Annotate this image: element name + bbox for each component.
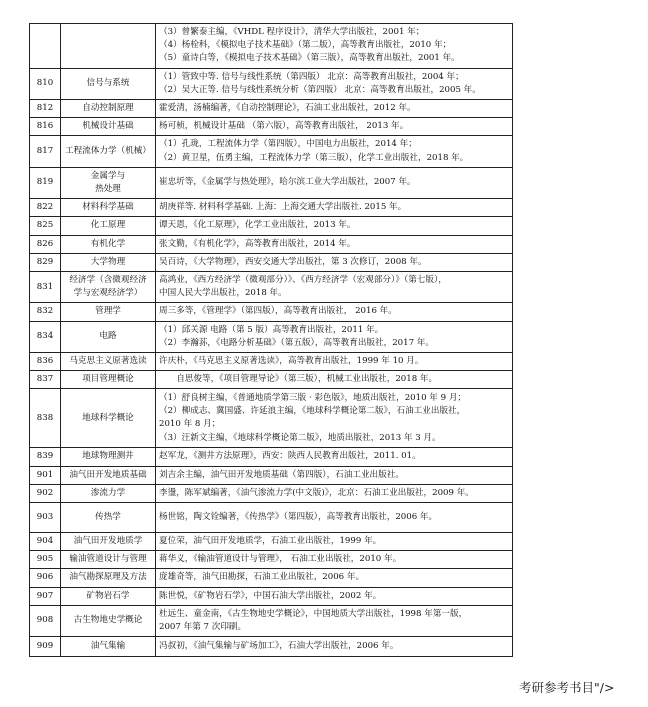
subject-code-cell: 837 — [30, 371, 61, 389]
course-name-cell — [61, 321, 156, 352]
reference-book-line: 夏位荣，油气田开发地质学，石油工业出版社，1999 年。 — [159, 536, 382, 547]
subject-code-cell: 905 — [30, 551, 61, 569]
subject-code-cell: 829 — [30, 253, 61, 271]
reference-book-line: （1）舒良树主编，《普通地质学第三版 · 彩色版》，地质出版社，2010 年 9 月； — [159, 393, 467, 404]
course-name-cell — [61, 24, 156, 69]
course-name-cell — [61, 448, 156, 466]
reference-books-cell — [156, 484, 513, 502]
course-name-line: 油气田开发地质基础 — [69, 469, 147, 480]
reference-book-line: 蒋华义，《输油管道设计与管理》， 石油工业出版社，2010 年。 — [159, 554, 402, 565]
reference-books-cell — [156, 136, 513, 167]
reference-book-line: （5）童诗白等，《模拟电子技术基础》（第三版），高等教育出版社，2001 年。 — [159, 53, 460, 64]
reference-books-cell — [156, 253, 513, 271]
course-name-cell — [61, 569, 156, 587]
table-row — [30, 217, 513, 235]
reference-books-cell — [156, 199, 513, 217]
reference-books-cell — [156, 605, 513, 636]
table-row — [30, 321, 513, 352]
table-row — [30, 199, 513, 217]
subject-code-cell: 906 — [30, 569, 61, 587]
table-row — [30, 448, 513, 466]
subject-code-cell — [30, 24, 61, 69]
reference-books-cell — [156, 353, 513, 371]
reference-books-cell — [156, 68, 513, 99]
table-row — [30, 389, 513, 448]
reference-books-cell — [156, 321, 513, 352]
reference-book-line: 崔忠圻等，《金属学与热处理》，哈尔滨工业大学出版社，2007 年。 — [159, 177, 416, 188]
table-row — [30, 503, 513, 533]
reference-book-line: （4）杨栓科，《模拟电子技术基础》（第二版），高等教育出版社，2010 年； — [159, 40, 452, 51]
table-row — [30, 353, 513, 371]
subject-code-cell: 908 — [30, 605, 61, 636]
table-row — [30, 371, 513, 389]
course-name-line: 学与宏观经济学） — [73, 288, 143, 299]
course-name-line: 地球科学概论 — [82, 412, 134, 423]
course-name-cell — [61, 587, 156, 605]
course-name-cell — [61, 605, 156, 636]
reference-books-cell — [156, 371, 513, 389]
course-name-cell — [61, 466, 156, 484]
course-name-line: 油气集输 — [90, 641, 126, 652]
course-name-line: 输油管道设计与管理 — [69, 554, 147, 565]
table-row — [30, 235, 513, 253]
course-name-cell — [61, 303, 156, 321]
reference-book-line: （2）黄卫星，伍勇主编，工程流体力学（第三版），化学工业出版社，2018 年。 — [159, 152, 469, 163]
course-name-line: 管理学 — [95, 306, 121, 317]
reference-book-line: （1）邱关源 电路（第 5 版）高等教育出版社，2011 年。 — [159, 324, 384, 335]
course-name-line: 金属学与 — [90, 170, 126, 181]
reference-books-cell — [156, 272, 513, 303]
subject-code-cell: 834 — [30, 321, 61, 352]
subject-code-cell: 901 — [30, 466, 61, 484]
reference-book-line: 许庆朴，《马克思主义原著选读》，高等教育出版社，1999 年 10 月。 — [159, 356, 424, 367]
reference-book-line: 2010 年 8 月； — [159, 419, 221, 430]
subject-code-cell: 904 — [30, 533, 61, 551]
reference-book-line: 谭天恩，《化工原理》，化学工业出版社，2013 年。 — [159, 220, 356, 231]
course-name-line: 信号与系统 — [86, 78, 130, 89]
course-name-line: 古生物地史学概论 — [73, 615, 143, 626]
reference-books-cell — [156, 448, 513, 466]
course-name-line: 化工原理 — [90, 220, 126, 231]
reference-books-cell — [156, 466, 513, 484]
reference-book-line: 庞雄奇等，油气田勘探，石油工业出版社，2006 年。 — [159, 572, 365, 583]
course-name-line: 机械设计基础 — [82, 121, 134, 132]
table-row — [30, 100, 513, 118]
reference-book-line: 陈世悦，《矿物岩石学》，中国石油大学出版社，2002 年。 — [159, 590, 382, 601]
table-row — [30, 533, 513, 551]
course-name-line: 矿物岩石学 — [86, 590, 130, 601]
reference-books-cell — [156, 235, 513, 253]
reference-book-line: 刘吉余主编，油气田开发地质基础（第四版），石油工业出版社。 — [159, 469, 404, 480]
table-row — [30, 587, 513, 605]
course-name-cell — [61, 217, 156, 235]
subject-code-cell: 831 — [30, 272, 61, 303]
reference-book-line: 周三多等，《管理学》（第四版），高等教育出版社， 2016 年。 — [159, 306, 397, 317]
table-row — [30, 551, 513, 569]
reference-book-line: （3）汪新文主编，《地球科学概论第二版》，地质出版社，2013 年 3 月。 — [159, 432, 441, 443]
reference-books-cell — [156, 118, 513, 136]
reference-book-line: 杨可桢，机械设计基础 （第六版），高等教育出版社， 2013 年。 — [159, 121, 409, 132]
course-name-cell — [61, 503, 156, 533]
table-row — [30, 24, 513, 69]
course-name-line: 渗流力学 — [90, 487, 126, 498]
reference-book-line: 自思俊等，《项目管理导论》（第三版），机械工业出版社，2018 年。 — [159, 374, 438, 385]
course-name-cell — [61, 551, 156, 569]
course-name-line: 有机化学 — [90, 238, 126, 249]
course-name-line: 传热学 — [95, 511, 121, 522]
course-name-cell — [61, 136, 156, 167]
subject-code-cell: 812 — [30, 100, 61, 118]
subject-code-cell: 903 — [30, 503, 61, 533]
subject-code-cell: 825 — [30, 217, 61, 235]
table-row — [30, 253, 513, 271]
course-name-line: 油气勘探原理及方法 — [69, 572, 147, 583]
table-row — [30, 68, 513, 99]
reference-book-line: （3）曾繁泰主编，《VHDL 程序设计》，清华大学出版社，2001 年； — [159, 27, 425, 37]
subject-code-cell: 909 — [30, 637, 61, 657]
subject-code-cell: 822 — [30, 199, 61, 217]
reference-books-cell — [156, 503, 513, 533]
course-name-cell — [61, 100, 156, 118]
reference-book-line: 高鸿业，《西方经济学（微观部分）》、《西方经济学（宏观部分）》（第七版）， — [159, 275, 447, 286]
subject-code-cell: 816 — [30, 118, 61, 136]
reference-books-cell — [156, 389, 513, 448]
course-name-cell — [61, 272, 156, 303]
reference-books-cell — [156, 569, 513, 587]
reference-books-cell — [156, 217, 513, 235]
reference-books-cell — [156, 637, 513, 657]
reference-book-line: 杨世铭，陶文铨编著，《传热学》（第四版），高等教育出版社，2006 年。 — [159, 511, 438, 522]
reference-book-line: 冯叔初，《油气集输与矿场加工》，石油大学出版社，2006 年。 — [159, 641, 399, 652]
reference-book-line: 杜远生、童金南，《古生物地史学概论》，中国地质大学出版社，1998 年第一版， — [159, 608, 468, 619]
reference-book-line: 2007 年第 7 次印刷。 — [159, 622, 247, 633]
reference-book-line: 吴百诗，《大学物理》，西安交通大学出版社，第 3 次修订，2008 年。 — [159, 256, 427, 267]
course-name-cell — [61, 167, 156, 198]
table-row — [30, 136, 513, 167]
subject-code-cell: 907 — [30, 587, 61, 605]
subject-code-cell: 810 — [30, 68, 61, 99]
table-row — [30, 569, 513, 587]
reference-books-cell — [156, 167, 513, 198]
table-row — [30, 466, 513, 484]
subject-code-cell: 826 — [30, 235, 61, 253]
table-row — [30, 484, 513, 502]
course-name-line: 电路 — [99, 331, 117, 342]
course-name-line: 马克思主义原著选读 — [69, 356, 147, 367]
table-row — [30, 303, 513, 321]
reference-book-line: （2）吴大正等. 信号与线性系统分析（第四版） 北京：高等教育出版社，2005 年。 — [159, 84, 481, 95]
subject-code-cell: 839 — [30, 448, 61, 466]
course-name-cell — [61, 533, 156, 551]
subject-code-cell: 817 — [30, 136, 61, 167]
course-name-cell — [61, 389, 156, 448]
course-name-line: 工程流体力学（机械） — [65, 146, 151, 157]
course-name-cell — [61, 118, 156, 136]
reference-books-cell — [156, 551, 513, 569]
reference-book-line: 李璗，陈军斌编著，《油气渗流力学(中文版)》，北京：石油工业出版社，2009 年。 — [159, 487, 474, 498]
table-row — [30, 167, 513, 198]
reference-book-line: 张文勤，《有机化学》，高等教育出版社，2014 年。 — [159, 238, 356, 249]
reference-book-line: 霍爱清，汤楠编著，《自动控制理论》，石油工业出版社，2012 年。 — [159, 103, 416, 114]
course-name-cell — [61, 637, 156, 657]
reference-books-cell — [156, 100, 513, 118]
subject-code-cell: 838 — [30, 389, 61, 448]
course-name-cell — [61, 484, 156, 502]
reference-books-cell — [156, 587, 513, 605]
reference-books-cell — [156, 303, 513, 321]
course-name-cell — [61, 253, 156, 271]
reference-book-line: （2）柳成志、冀国盛、许延浪主编，《地球科学概论第二版》，石油工业出版社， — [159, 406, 466, 417]
course-name-line: 油气田开发地质学 — [73, 536, 143, 547]
course-name-cell — [61, 353, 156, 371]
course-name-line: 经济学（含微观经济 — [69, 275, 147, 286]
subject-code-cell: 819 — [30, 167, 61, 198]
subject-code-cell: 836 — [30, 353, 61, 371]
course-name-line: 材料科学基础 — [82, 202, 134, 213]
table-body — [30, 24, 513, 657]
course-name-cell — [61, 68, 156, 99]
course-name-line: 热处理 — [95, 184, 121, 195]
reference-book-line: （1）管致中等. 信号与线性系统（第四版） 北京：高等教育出版社，2004 年； — [159, 71, 464, 82]
course-name-cell — [61, 235, 156, 253]
reference-book-line: 赵军龙，《测井方法原理》，西安：陕西人民教育出版社，2011. 01。 — [159, 451, 421, 462]
table-row — [30, 605, 513, 636]
reference-book-line: （1）孔珑，工程流体力学（第四版），中国电力出版社，2014 年； — [159, 139, 417, 150]
reference-books-cell — [156, 533, 513, 551]
subject-code-cell: 832 — [30, 303, 61, 321]
reference-book-table — [29, 23, 513, 657]
table-row — [30, 118, 513, 136]
course-name-line: 项目管理概论 — [82, 374, 134, 385]
table-row — [30, 272, 513, 303]
reference-book-line: （2）李瀚荪，《电路分析基础》（第五版），高等教育出版社，2017 年。 — [159, 337, 434, 348]
subject-code-cell: 902 — [30, 484, 61, 502]
table-row — [30, 637, 513, 657]
reference-book-line: 胡庚祥等. 材料科学基础. 上海：上海交通大学出版社. 2015 年。 — [159, 202, 407, 213]
course-name-cell — [61, 371, 156, 389]
course-name-line: 地球物理测井 — [82, 451, 134, 462]
course-name-line: 大学物理 — [90, 256, 126, 267]
footer-caption: 考研参考书目"/> — [519, 680, 615, 695]
course-name-line: 自动控制原理 — [82, 103, 134, 114]
reference-books-cell — [156, 24, 513, 69]
reference-book-line: 中国人民大学出版社，2018 年。 — [159, 288, 287, 299]
course-name-cell — [61, 199, 156, 217]
